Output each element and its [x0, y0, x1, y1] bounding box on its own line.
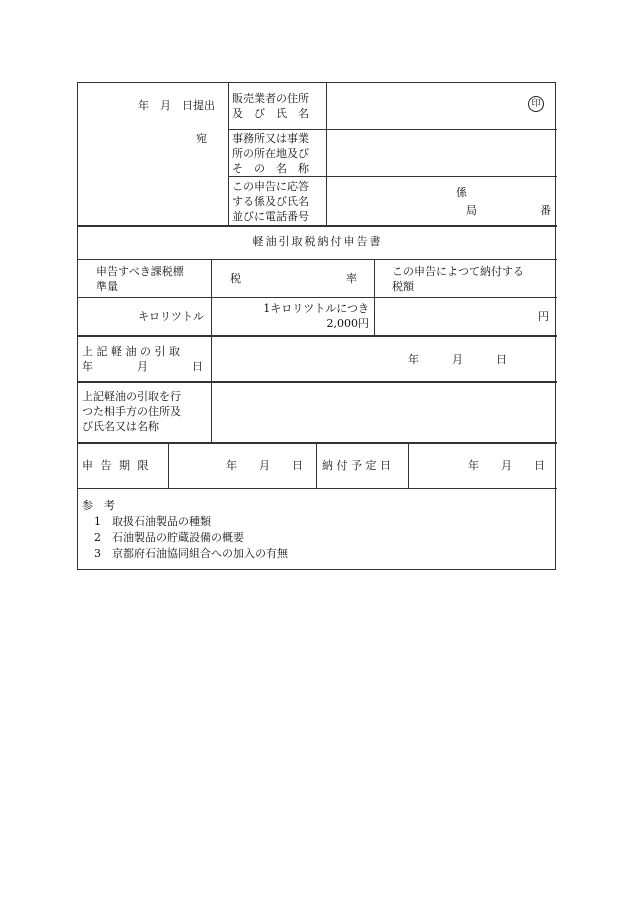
tax-rate-header-right: 率 [346, 272, 357, 285]
rule [211, 259, 212, 442]
taxable-quantity-header-line1: 申告すべき課税標 [96, 265, 184, 278]
payment-date-value: 年 月 日 [468, 459, 545, 472]
contact-bureau-label: 局 [466, 204, 477, 217]
rule [78, 335, 557, 337]
rule [374, 259, 375, 335]
rule [78, 259, 557, 260]
office-label-line3: そ の 名 称 [232, 162, 309, 175]
notes-heading: 参 考 [82, 499, 115, 512]
rule [78, 442, 557, 444]
contact-label-line2: する係及び氏名 [232, 195, 309, 208]
amount-unit-label: 円 [538, 310, 549, 323]
counterparty-label-line3: び氏名又は名称 [82, 420, 159, 433]
office-label-line2: 所の所在地及び [232, 147, 309, 160]
rule [408, 442, 409, 488]
purchase-date-label-line2: 年 月 日 [82, 360, 203, 373]
filing-deadline-value: 年 月 日 [226, 459, 303, 472]
office-label-line1: 事務所又は事業 [232, 132, 309, 145]
rule [228, 129, 557, 130]
counterparty-label-line2: つた相手方の住所及 [82, 405, 181, 418]
contact-section-label: 係 [456, 186, 467, 199]
seller-label-line1: 販売業者の住所 [232, 92, 309, 105]
seller-label-line2: 及 び 氏 名 [232, 107, 309, 120]
notes-item: 2 石油製品の貯蔵設備の概要 [94, 531, 244, 544]
rate-line1: 1キロリツトルにつき [263, 302, 369, 315]
seal-mark: 印 [528, 96, 544, 112]
purchase-date-label-line1: 上 記 軽 油 の 引 取 [82, 345, 180, 358]
rule [228, 176, 557, 177]
rule [78, 225, 557, 227]
rate-line2: 2,000円 [326, 317, 369, 330]
notes-item: 1 取扱石油製品の種類 [94, 515, 211, 528]
contact-label-line1: この申告に応答 [232, 180, 309, 193]
rule [78, 297, 557, 298]
quantity-unit-label: キロリツトル [138, 310, 204, 323]
rule [316, 442, 317, 488]
tax-return-form [77, 82, 556, 570]
addressee-label: 宛 [196, 132, 207, 145]
rule [228, 83, 229, 225]
counterparty-label-line1: 上記軽油の引取を行 [82, 390, 181, 403]
contact-label-line3: 並びに電話番号 [232, 210, 309, 223]
taxable-quantity-header-line2: 準量 [96, 280, 118, 293]
purchase-date-value: 年 月 日 [408, 353, 507, 366]
form-title: 軽油引取税納付申告書 [252, 235, 383, 248]
rule [326, 83, 327, 225]
rule [78, 488, 557, 489]
date-submitted-label: 年 月 日提出 [138, 99, 215, 112]
tax-amount-header-line1: この申告によつて納付する [392, 265, 524, 278]
payment-date-label: 納 付 予 定 日 [322, 459, 391, 472]
rule [168, 442, 169, 488]
notes-item: 3 京都府石油協同組合への加入の有無 [94, 547, 288, 560]
tax-amount-header-line2: 税額 [392, 280, 414, 293]
tax-rate-header-left: 税 [230, 272, 241, 285]
filing-deadline-label: 申 告 期 限 [82, 459, 151, 472]
contact-number-label: 番 [540, 204, 551, 217]
rule [78, 381, 557, 383]
